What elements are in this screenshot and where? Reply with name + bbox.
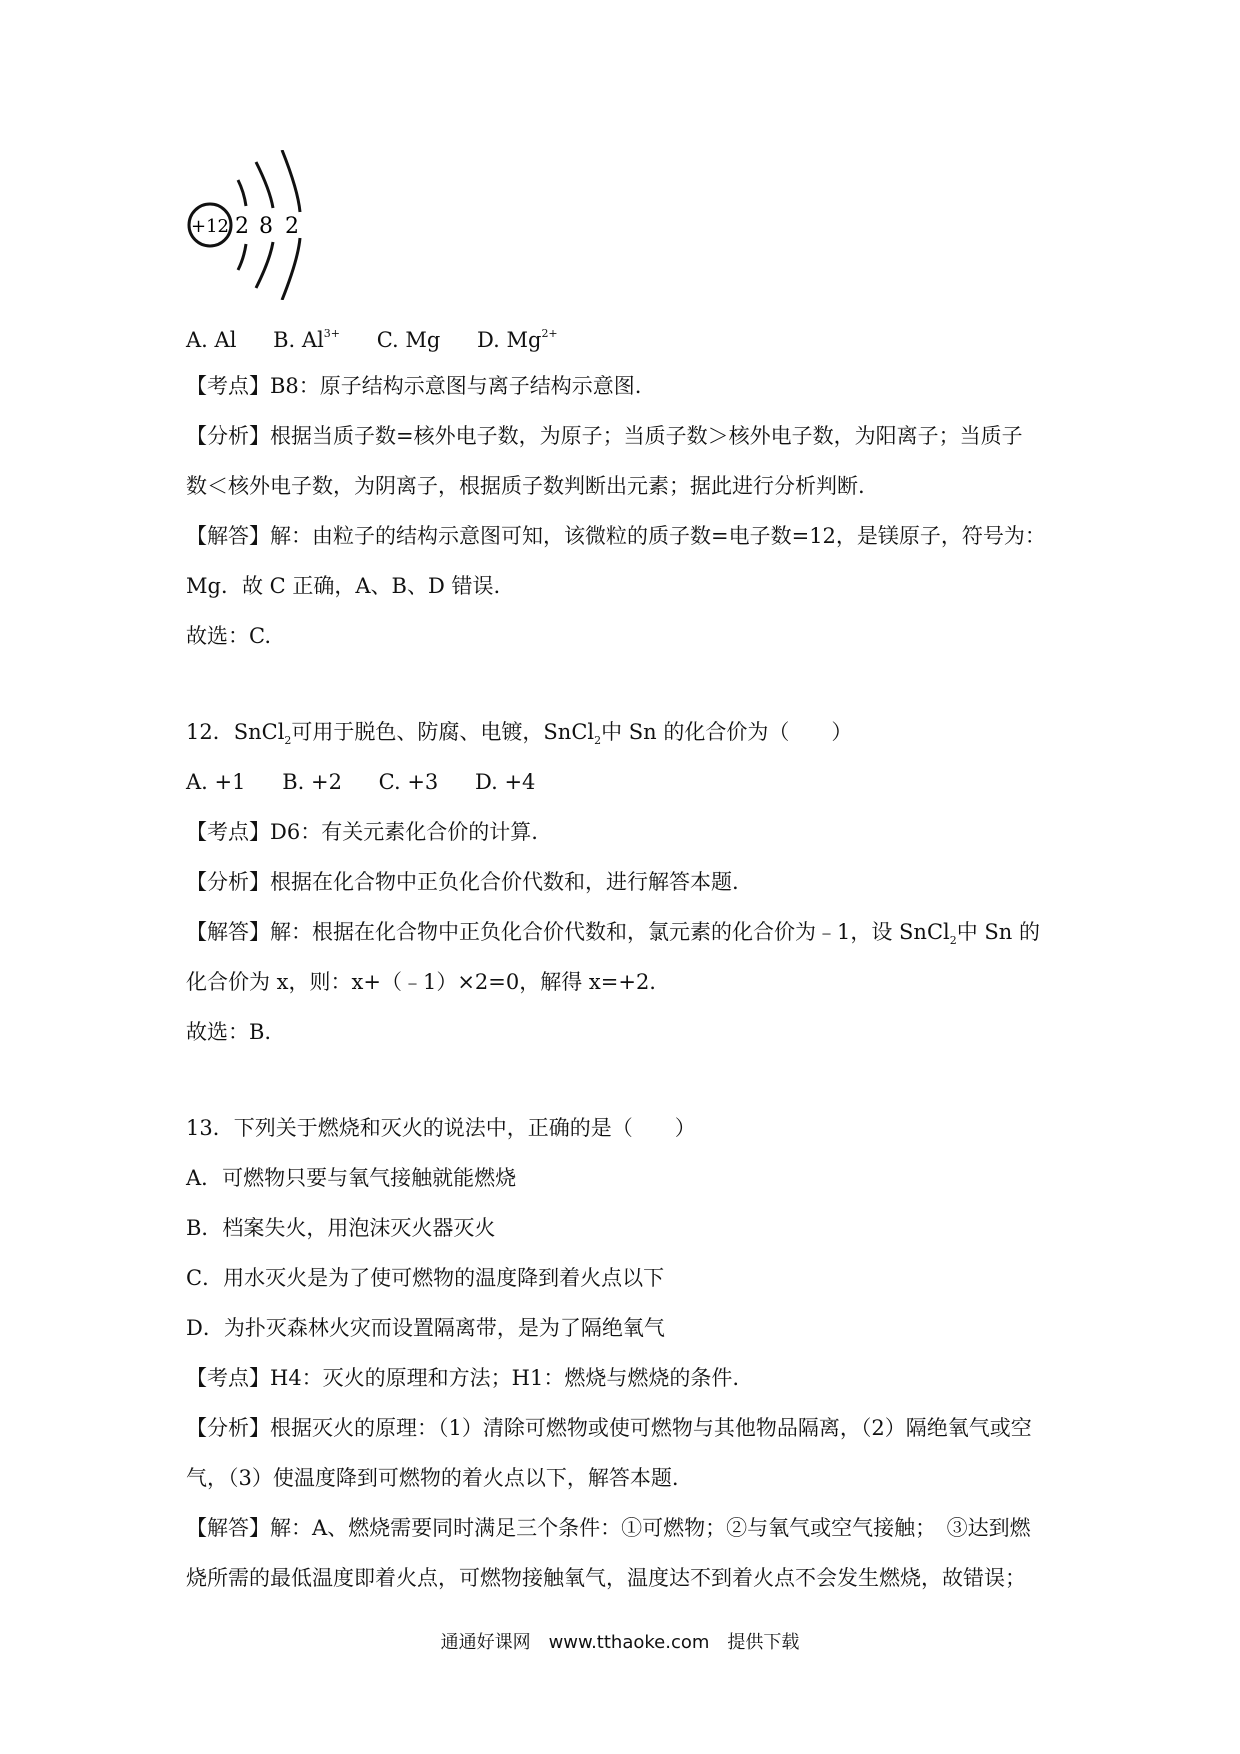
- q13-option-d: D．为扑灭森林火灾而设置隔离带，是为了隔绝氧气: [186, 1316, 665, 1340]
- q12-jieda-line-1: 【解答】解：根据在化合物中正负化合价代数和，氯元素的化合价为﹣1，设 SnCl$_2$中 Sn 的: [186, 920, 1040, 948]
- q13-kaodian: 【考点】H4：灭火的原理和方法；H1：燃烧与燃烧的条件.: [186, 1366, 740, 1390]
- q13-option-c: C．用水灭火是为了使可燃物的温度降到着火点以下: [186, 1266, 665, 1290]
- q12-options: [186, 768, 565, 796]
- nucleus-charge: +12: [191, 216, 229, 237]
- q11-option-a: A. Al: [186, 328, 237, 352]
- q11-jieda-line-2: Mg．故 C 正确，A、B、D 错误.: [186, 574, 501, 598]
- shell-arc-3-top: [282, 150, 300, 212]
- q11-option-d-charge: 2+: [541, 327, 558, 340]
- q11-option-d: D. $Mg^{2+}$: [477, 327, 558, 352]
- q12-kaodian: 【考点】D6：有关元素化合价的计算.: [186, 820, 538, 844]
- q11-options: [186, 322, 588, 354]
- q12-jieda-line-2: 化合价为 x，则：x+（﹣1）×2=0，解得 x=+2.: [186, 970, 656, 994]
- q12-option-d: D. +4: [474, 770, 536, 794]
- q12-option-a: A. +1: [186, 770, 246, 794]
- shell-arc-3-bottom: [282, 238, 300, 300]
- atom-structure-diagram: [186, 150, 326, 300]
- page-footer: 通通好课网 www.tthaoke.com 提供下载: [440, 1632, 800, 1653]
- shell-arc-1-bottom: [238, 244, 246, 270]
- q11-kaodian: 【考点】B8：原子结构示意图与离子结构示意图.: [186, 374, 642, 398]
- q11-fenxi-line-1: 【分析】根据当质子数=核外电子数，为原子；当质子数＞核外电子数，为阳离子；当质子: [186, 424, 1023, 448]
- q11-fenxi-line-2: 数＜核外电子数，为阴离子，根据质子数判断出元素；据此进行分析判断.: [186, 474, 865, 498]
- q12-answer: 故选：B.: [186, 1020, 272, 1044]
- q12-option-c: C. +3: [378, 770, 439, 794]
- q12-fenxi: 【分析】根据在化合物中正负化合价代数和，进行解答本题.: [186, 870, 739, 894]
- q11-answer: 故选：C.: [186, 624, 271, 648]
- q13-jieda-line-1: 【解答】解：A、燃烧需要同时满足三个条件：①可燃物；②与氧气或空气接触； ③达到燃: [186, 1516, 1031, 1540]
- shell-arc-2-bottom: [256, 242, 273, 288]
- q11-option-c: C. Mg: [376, 328, 441, 352]
- q13-fenxi-line-2: 气，（3）使温度降到可燃物的着火点以下，解答本题.: [186, 1466, 679, 1490]
- q12-option-b: B. +2: [282, 770, 342, 794]
- shell-3-electrons: 2: [285, 214, 299, 239]
- q13-jieda-line-2: 烧所需的最低温度即着火点，可燃物接触氧气，温度达不到着火点不会发生燃烧，故错误；: [186, 1566, 1026, 1590]
- shell-2-electrons: 8: [259, 214, 273, 239]
- q11-jieda-line-1: 【解答】解：由粒子的结构示意图可知，该微粒的质子数=电子数=12，是镁原子，符号为：: [186, 524, 1046, 548]
- q12-stem: 12．SnCl$_2$可用于脱色、防腐、电镀，SnCl$_2$中 Sn 的化合价为（ ）: [186, 720, 853, 748]
- shell-1-electrons: 2: [235, 214, 249, 239]
- q13-option-a: A．可燃物只要与氧气接触就能燃烧: [186, 1166, 517, 1190]
- q13-stem: 13．下列关于燃烧和灭火的说法中，正确的是（ ）: [186, 1116, 696, 1140]
- q11-option-b: B. $Al^{3+}$: [273, 327, 341, 352]
- q13-fenxi-line-1: 【分析】根据灭火的原理：（1）清除可燃物或使可燃物与其他物品隔离，（2）隔绝氧气或空: [186, 1416, 1032, 1440]
- shell-arc-1-top: [238, 180, 246, 206]
- shell-arc-2-top: [256, 162, 273, 208]
- q11-option-b-charge: 3+: [323, 327, 341, 340]
- q13-option-b: B．档案失火，用泡沫灭火器灭火: [186, 1216, 496, 1240]
